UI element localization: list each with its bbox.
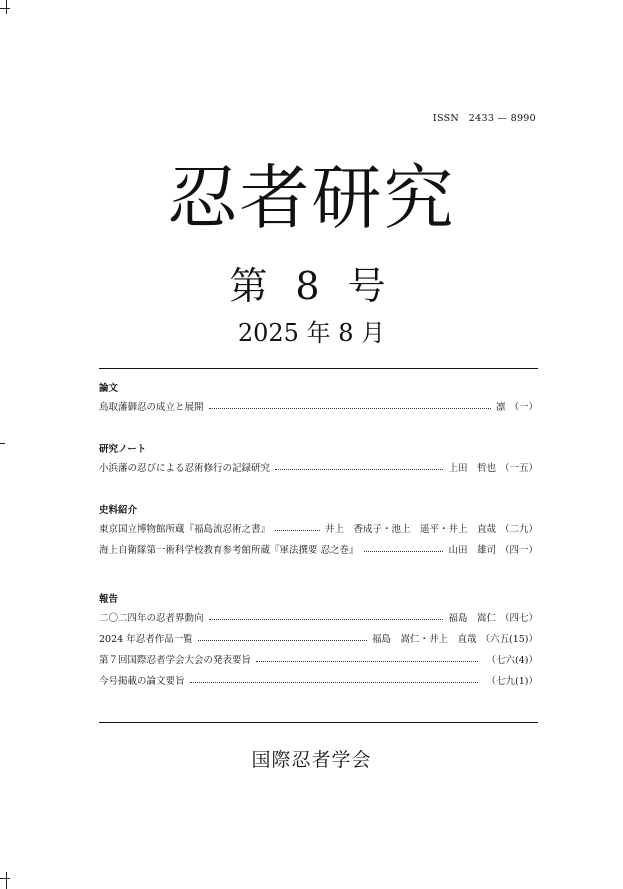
toc-entry-title: 二〇二四年の忍者界動向 — [99, 613, 204, 624]
leader-dots — [209, 408, 491, 409]
toc-entry[interactable] — [99, 540, 538, 561]
toc-entry-page: （七六(4)） — [486, 655, 538, 666]
leader-dots — [209, 619, 444, 620]
bottom-divider — [99, 722, 538, 723]
toc-entry[interactable] — [99, 608, 538, 629]
toc-entry[interactable] — [99, 650, 538, 671]
toc-entry-author: 福島 嵩仁・井上 直哉 — [371, 634, 477, 645]
toc-entry[interactable] — [99, 397, 538, 418]
toc-entry-author: 福島 嵩仁 — [448, 613, 496, 624]
toc-entry-title: 鳥取藩御忍の成立と展開 — [99, 402, 204, 413]
toc-entry[interactable] — [99, 458, 538, 479]
leader-dots — [275, 469, 443, 470]
toc-entry-title: 小浜藩の忍びによる忍術修行の記録研究 — [99, 463, 271, 474]
toc-entry-author: 井上 香成子・池上 遥平・井上 直哉 — [324, 524, 496, 535]
toc-entry-title: 2024 年忍者作品一覧 — [99, 634, 193, 645]
table-of-contents — [99, 379, 538, 692]
toc-section-title: 研究ノート — [99, 444, 147, 455]
leader-dots — [364, 551, 444, 552]
toc-entry-page: （一） — [509, 402, 538, 413]
crop-mark-top-left-v — [6, 0, 7, 14]
toc-entry-page: （四七） — [499, 613, 538, 624]
leader-dots — [190, 682, 478, 683]
leader-dots — [198, 640, 367, 641]
toc-section-research-note — [99, 442, 538, 479]
toc-section-title: 論文 — [99, 383, 119, 394]
toc-section-title: 報告 — [99, 594, 119, 605]
crop-mark-top-left-h — [0, 8, 10, 9]
toc-entry-title: 今号掲載の論文要旨 — [99, 676, 185, 687]
issue-date: 2025 年 8 月 — [237, 319, 386, 347]
issue-number — [0, 262, 623, 310]
toc-entry-page: （七九(1)） — [486, 676, 538, 687]
toc-entry-title: 海上自衛隊第一術科学校教育参考館所蔵『軍法撰要 忍之巻』 — [99, 545, 359, 556]
toc-section-ronbun — [99, 381, 538, 418]
toc-entry-author: 上田 哲也 — [448, 463, 496, 474]
toc-section-title: 史料紹介 — [99, 505, 138, 516]
leader-dots — [275, 530, 320, 531]
toc-entry-title: 東京国立博物館所蔵『福島流忍術之書』 — [99, 524, 271, 535]
toc-entry-page: （二九） — [499, 524, 538, 535]
top-divider — [99, 368, 538, 369]
toc-entry-title: 第７回国際忍者学会大会の発表要旨 — [99, 655, 252, 666]
toc-entry-page: （一五） — [499, 463, 538, 474]
issue-number-value: 8 — [295, 264, 328, 308]
issue-suffix: 号 — [347, 264, 394, 308]
toc-section-hokoku — [99, 592, 538, 692]
toc-entry-page: （四一） — [499, 545, 538, 556]
leader-dots — [256, 661, 478, 662]
toc-entry-page: （六五(15)） — [480, 634, 538, 645]
toc-entry-author: 凛 — [495, 402, 506, 413]
toc-entry[interactable] — [99, 519, 538, 540]
crop-mark-bottom-left-v — [6, 872, 7, 889]
toc-entry-author: 山田 雄司 — [448, 545, 496, 556]
crop-mark-mid-left — [0, 443, 5, 444]
issue-prefix: 第 — [229, 264, 276, 308]
toc-entry[interactable] — [99, 629, 538, 650]
issn-number: ISSN 2433 — 8990 — [432, 113, 536, 124]
journal-title: 忍者研究 — [167, 157, 456, 239]
toc-entry[interactable] — [99, 671, 538, 692]
toc-section-shiryo — [99, 503, 538, 561]
publisher-name: 国際忍者学会 — [251, 749, 372, 771]
crop-mark-bottom-left-h — [0, 878, 10, 879]
